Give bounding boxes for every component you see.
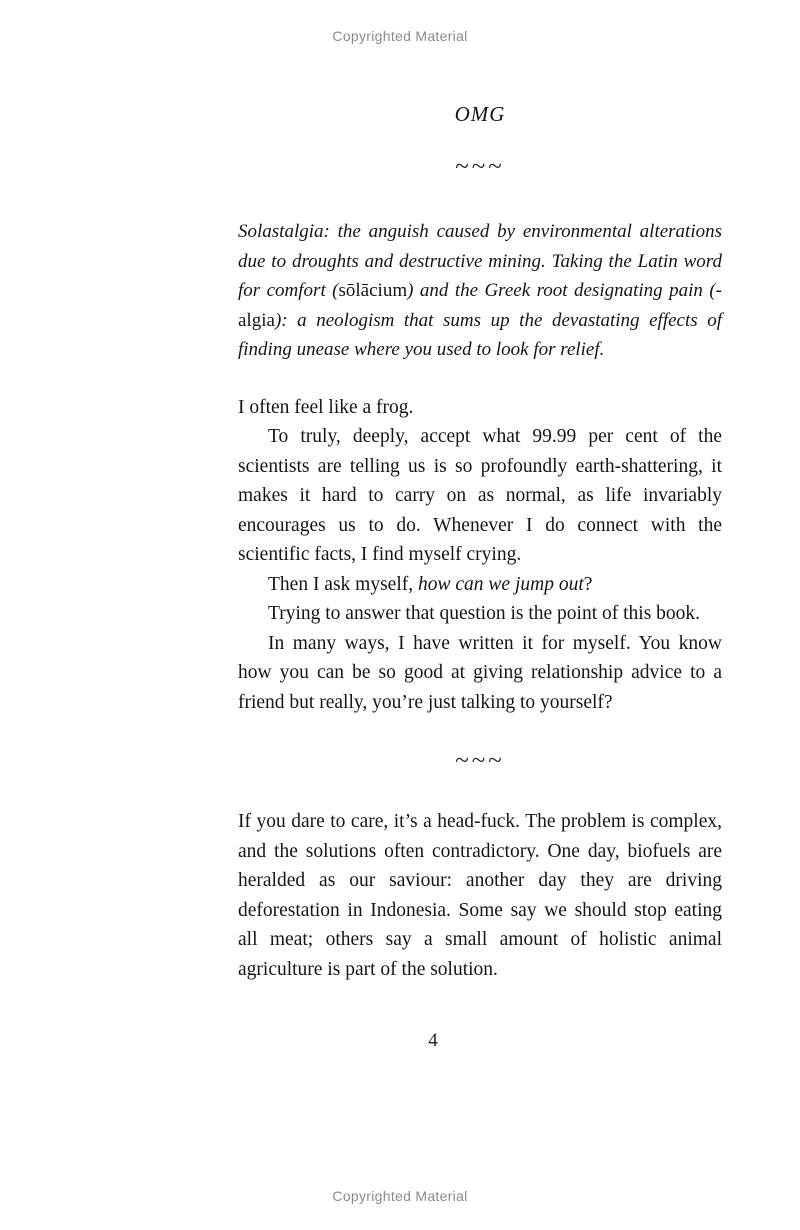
paragraph-3 [238, 570, 722, 600]
copyright-notice-top: Copyrighted Material [332, 28, 468, 44]
paragraph-3-roman-2: ? [583, 573, 593, 595]
section-separator-top: ~~~ [455, 153, 505, 180]
body-text [238, 393, 722, 985]
page-number: 4 [428, 1030, 438, 1051]
epigraph-italic-3: ): a neologism that sums up the devastating effects of finding unease where you used to look for relief. [238, 309, 722, 360]
copyright-notice-bottom: Copyrighted Material [332, 1188, 468, 1204]
epigraph-italic-2: ) and the Greek root designating pain ( [407, 280, 716, 301]
paragraph-2: To truly, deeply, accept what 99.99 per cent of the scientists are telling us is so profoundly earth-shattering, it makes it hard to carry on as normal, as life invariably encourages us to do. Whenever I do connect with the scientific facts, I find myself crying. [238, 426, 722, 565]
paragraph-6: If you dare to care, it’s a head-fuck. The problem is complex, and the solutions often contradictory. One day, biofuels are heralded as our saviour: another day they are driving deforestation in Indonesia. Some say we should stop eating all meat; others say a small amount of holistic animal agriculture is part of the solution. [238, 811, 722, 980]
paragraph-5: In many ways, I have written it for myself. You know how you can be so good at giving relationship advice to a friend but really, you’re just talking to yourself? [238, 632, 722, 713]
paragraph-4: Trying to answer that question is the point of this book. [268, 603, 701, 624]
chapter-title: OMG [454, 102, 506, 126]
paragraph-1: I often feel like a frog. [238, 396, 414, 418]
epigraph [238, 217, 722, 365]
epigraph-italic-1: Solastalgia: the anguish caused by environmental alterations due to droughts and destructive mining. Taking the Latin word for comfort ( [238, 221, 722, 301]
paragraph-3-italic: how can we jump out [418, 573, 584, 595]
epigraph-roman-2: -algia [238, 280, 722, 331]
epigraph-roman-1: sōlācium [338, 280, 408, 301]
text-column [238, 102, 722, 984]
section-separator-middle: ~~~ [455, 747, 505, 774]
paragraph-3-roman-1: Then I ask myself, [268, 573, 419, 595]
